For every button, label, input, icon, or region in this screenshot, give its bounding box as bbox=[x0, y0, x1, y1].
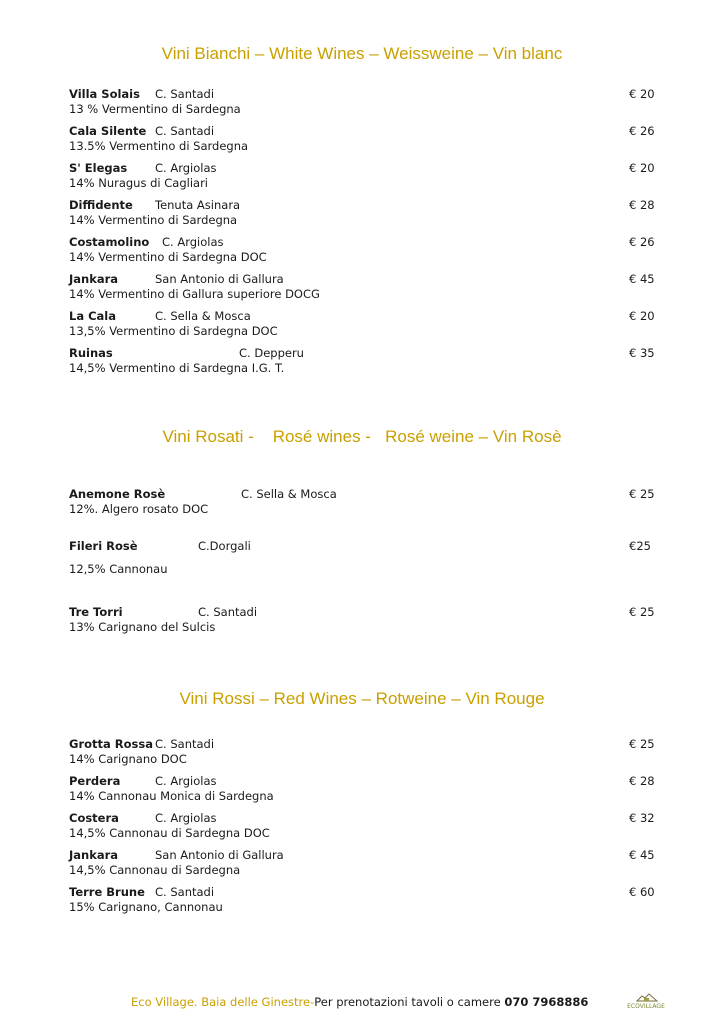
logo-text: ECOVILLAGE bbox=[627, 1003, 665, 1010]
footer-phone: 070 7968886 bbox=[504, 995, 589, 1009]
wine-description: 13,5% Vermentino di Sardegna DOC bbox=[69, 324, 278, 338]
wine-name: Ruinas bbox=[69, 346, 113, 360]
wine-description: 14,5% Cannonau di Sardegna DOC bbox=[69, 826, 270, 840]
footer-booking-text: Per prenotazioni tavoli o camere bbox=[314, 995, 505, 1009]
house-icon bbox=[636, 992, 658, 1002]
wine-price: € 20 bbox=[629, 161, 655, 175]
wine-price: € 26 bbox=[629, 235, 655, 249]
wine-description: 12%. Algero rosato DOC bbox=[69, 502, 209, 516]
wine-name: Villa Solais bbox=[69, 87, 140, 101]
wine-description: 13.5% Vermentino di Sardegna bbox=[69, 139, 249, 153]
wine-producer: C. Santadi bbox=[155, 737, 215, 751]
wine-price: € 35 bbox=[629, 346, 655, 360]
wine-producer: San Antonio di Gallura bbox=[155, 272, 284, 286]
wine-description: 15% Carignano, Cannonau bbox=[69, 900, 223, 914]
footer bbox=[131, 995, 588, 1009]
wine-description: 12,5% Cannonau bbox=[69, 562, 168, 576]
wine-name: Grotta Rossa bbox=[69, 737, 153, 751]
wine-producer: C. Argiolas bbox=[155, 774, 217, 788]
wine-description: 13 % Vermentino di Sardegna bbox=[69, 102, 241, 116]
wine-price: €25 bbox=[629, 539, 651, 553]
wine-description: 14% Nuragus di Cagliari bbox=[69, 176, 209, 190]
wine-price: € 32 bbox=[629, 811, 655, 825]
wine-name: Anemone Rosè bbox=[69, 487, 166, 501]
wine-producer: C. Santadi bbox=[155, 885, 215, 899]
wine-name: Perdera bbox=[69, 774, 121, 788]
wine-producer: C. Santadi bbox=[155, 87, 215, 101]
wine-name: Jankara bbox=[69, 848, 119, 862]
wine-price: € 60 bbox=[629, 885, 655, 899]
wine-name: S' Elegas bbox=[69, 161, 128, 175]
section-title-rose: Vini Rosati - Rosé wines - Rosé weine – Vin Rosè bbox=[162, 427, 562, 446]
wine-name: La Cala bbox=[69, 309, 116, 323]
wine-producer: C. Argiolas bbox=[162, 235, 224, 249]
wine-name: Diffidente bbox=[69, 198, 133, 212]
wine-producer: C. Depperu bbox=[239, 346, 304, 360]
wine-price: € 28 bbox=[629, 774, 655, 788]
wine-name: Cala Silente bbox=[69, 124, 147, 138]
wine-price: € 25 bbox=[629, 605, 655, 619]
wine-producer: C. Argiolas bbox=[155, 161, 217, 175]
wine-producer: C. Sella & Mosca bbox=[155, 309, 251, 323]
wine-name: Jankara bbox=[69, 272, 119, 286]
wine-producer: C. Santadi bbox=[155, 124, 215, 138]
wine-producer: C. Santadi bbox=[198, 605, 258, 619]
wine-description: 13% Carignano del Sulcis bbox=[69, 620, 216, 634]
wine-name: Costera bbox=[69, 811, 119, 825]
wine-price: € 20 bbox=[629, 87, 655, 101]
wine-producer: C. Argiolas bbox=[155, 811, 217, 825]
footer-location: Eco Village. Baia delle Ginestre- bbox=[131, 995, 315, 1009]
wine-producer: Tenuta Asinara bbox=[155, 198, 241, 212]
wine-name: Fileri Rosè bbox=[69, 539, 138, 553]
section-title-red: Vini Rossi – Red Wines – Rotweine – Vin Rouge bbox=[179, 689, 545, 708]
wine-price: € 28 bbox=[629, 198, 655, 212]
wine-description: 14,5% Vermentino di Sardegna I.G. T. bbox=[69, 361, 285, 375]
wine-price: € 25 bbox=[629, 487, 655, 501]
wine-price: € 45 bbox=[629, 848, 655, 862]
wine-description: 14% Carignano DOC bbox=[69, 752, 187, 766]
wine-description: 14,5% Cannonau di Sardegna bbox=[69, 863, 241, 877]
wine-producer: C. Sella & Mosca bbox=[241, 487, 337, 501]
wine-price: € 20 bbox=[629, 309, 655, 323]
wine-price: € 25 bbox=[629, 737, 655, 751]
wine-description: 14% Vermentino di Sardegna DOC bbox=[69, 250, 267, 264]
wine-name: Costamolino bbox=[69, 235, 150, 249]
wine-description: 14% Vermentino di Gallura superiore DOCG bbox=[69, 287, 320, 301]
eco-village-logo bbox=[626, 992, 666, 1016]
wine-description: 14% Cannonau Monica di Sardegna bbox=[69, 789, 274, 803]
wine-description: 14% Vermentino di Sardegna bbox=[69, 213, 238, 227]
wine-price: € 45 bbox=[629, 272, 655, 286]
wine-price: € 26 bbox=[629, 124, 655, 138]
section-title-white: Vini Bianchi – White Wines – Weissweine – Vin blanc bbox=[161, 44, 563, 63]
wine-producer: C.Dorgali bbox=[198, 539, 251, 553]
wine-name: Tre Torri bbox=[69, 605, 123, 619]
wine-producer: San Antonio di Gallura bbox=[155, 848, 284, 862]
wine-name: Terre Brune bbox=[69, 885, 145, 899]
